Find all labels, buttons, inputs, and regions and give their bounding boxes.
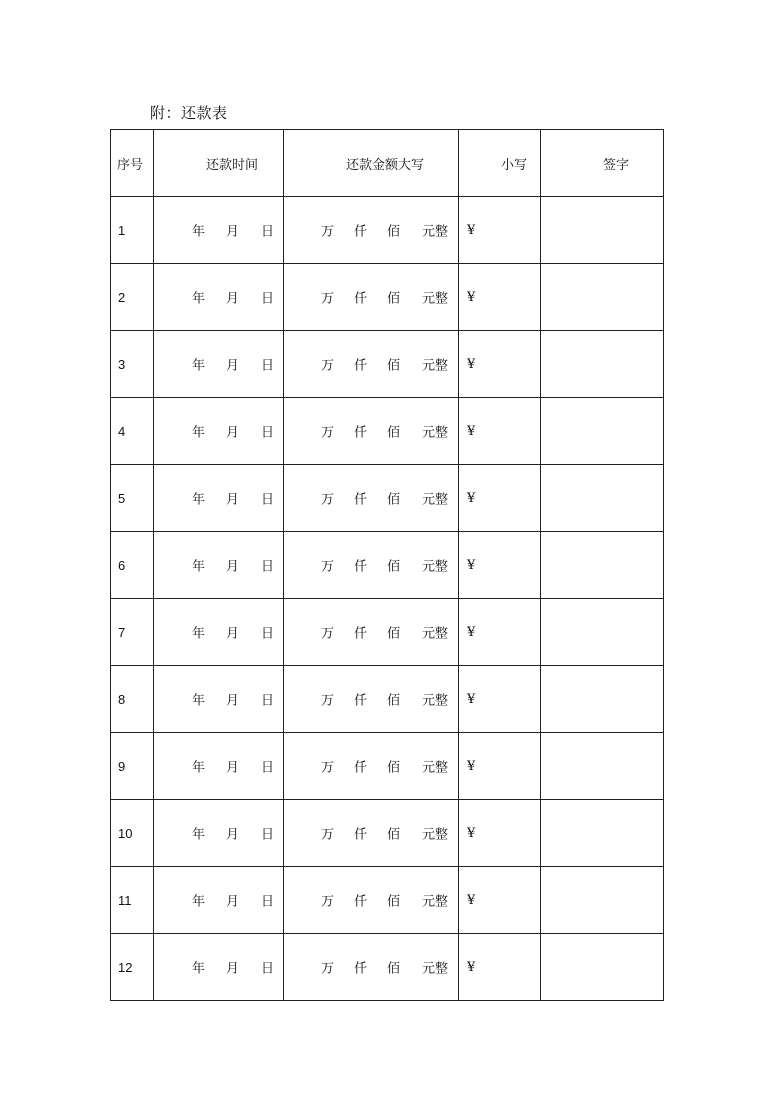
amount-upper-field[interactable] bbox=[284, 532, 459, 599]
amount-upper-field[interactable] bbox=[284, 197, 459, 264]
table-row bbox=[111, 331, 664, 398]
repay-date-field[interactable] bbox=[154, 867, 284, 934]
day-label: 日 bbox=[261, 224, 275, 240]
year-label: 年 bbox=[192, 827, 206, 843]
signature-field[interactable] bbox=[541, 532, 664, 599]
signature-field[interactable] bbox=[541, 331, 664, 398]
year-label: 年 bbox=[192, 894, 206, 910]
wan-label: 万 bbox=[321, 827, 335, 843]
year-label: 年 bbox=[192, 224, 206, 240]
year-label: 年 bbox=[192, 291, 206, 307]
month-label: 月 bbox=[226, 760, 240, 776]
qian-label: 仟 bbox=[354, 358, 368, 374]
wan-label: 万 bbox=[321, 358, 335, 374]
month-label: 月 bbox=[226, 559, 240, 575]
row-number: 2 bbox=[111, 264, 154, 331]
currency-symbol: ¥ bbox=[467, 691, 476, 707]
header-amount-upper: 还款金额大写 bbox=[284, 130, 459, 197]
day-label: 日 bbox=[261, 492, 275, 508]
amount-upper-field[interactable] bbox=[284, 867, 459, 934]
year-label: 年 bbox=[192, 559, 206, 575]
currency-symbol: ¥ bbox=[467, 892, 476, 908]
currency-symbol: ¥ bbox=[467, 222, 476, 238]
table-row bbox=[111, 532, 664, 599]
amount-small-field[interactable] bbox=[459, 197, 541, 264]
qian-label: 仟 bbox=[354, 961, 368, 977]
qian-label: 仟 bbox=[354, 760, 368, 776]
yuan-label: 元整 bbox=[422, 291, 449, 307]
amount-upper-field[interactable] bbox=[284, 398, 459, 465]
month-label: 月 bbox=[226, 827, 240, 843]
amount-small-field[interactable] bbox=[459, 331, 541, 398]
month-label: 月 bbox=[226, 693, 240, 709]
wan-label: 万 bbox=[321, 492, 335, 508]
month-label: 月 bbox=[226, 961, 240, 977]
amount-small-field[interactable] bbox=[459, 532, 541, 599]
amount-upper-field[interactable] bbox=[284, 264, 459, 331]
row-number: 11 bbox=[111, 867, 154, 934]
year-label: 年 bbox=[192, 358, 206, 374]
day-label: 日 bbox=[261, 626, 275, 642]
currency-symbol: ¥ bbox=[467, 289, 476, 305]
amount-upper-field[interactable] bbox=[284, 800, 459, 867]
wan-label: 万 bbox=[321, 425, 335, 441]
repayment-table bbox=[110, 129, 664, 1001]
amount-small-field[interactable] bbox=[459, 733, 541, 800]
repay-date-field[interactable] bbox=[154, 800, 284, 867]
currency-symbol: ¥ bbox=[467, 959, 476, 975]
row-number: 8 bbox=[111, 666, 154, 733]
year-label: 年 bbox=[192, 425, 206, 441]
month-label: 月 bbox=[226, 894, 240, 910]
row-number: 7 bbox=[111, 599, 154, 666]
qian-label: 仟 bbox=[354, 425, 368, 441]
row-number: 9 bbox=[111, 733, 154, 800]
signature-field[interactable] bbox=[541, 398, 664, 465]
bai-label: 佰 bbox=[387, 894, 401, 910]
amount-small-field[interactable] bbox=[459, 666, 541, 733]
year-label: 年 bbox=[192, 626, 206, 642]
signature-field[interactable] bbox=[541, 733, 664, 800]
wan-label: 万 bbox=[321, 693, 335, 709]
bai-label: 佰 bbox=[387, 693, 401, 709]
bai-label: 佰 bbox=[387, 425, 401, 441]
repay-date-field[interactable] bbox=[154, 733, 284, 800]
repay-date-field[interactable] bbox=[154, 331, 284, 398]
amount-upper-field[interactable] bbox=[284, 465, 459, 532]
yuan-label: 元整 bbox=[422, 425, 449, 441]
table-row bbox=[111, 934, 664, 1001]
table-row bbox=[111, 264, 664, 331]
currency-symbol: ¥ bbox=[467, 758, 476, 774]
month-label: 月 bbox=[226, 291, 240, 307]
month-label: 月 bbox=[226, 492, 240, 508]
repay-date-field[interactable] bbox=[154, 934, 284, 1001]
bai-label: 佰 bbox=[387, 760, 401, 776]
day-label: 日 bbox=[261, 291, 275, 307]
bai-label: 佰 bbox=[387, 961, 401, 977]
yuan-label: 元整 bbox=[422, 961, 449, 977]
qian-label: 仟 bbox=[354, 894, 368, 910]
yuan-label: 元整 bbox=[422, 492, 449, 508]
amount-upper-field[interactable] bbox=[284, 331, 459, 398]
repay-date-field[interactable] bbox=[154, 465, 284, 532]
currency-symbol: ¥ bbox=[467, 825, 476, 841]
header-signature: 签字 bbox=[541, 130, 664, 197]
qian-label: 仟 bbox=[354, 626, 368, 642]
day-label: 日 bbox=[261, 760, 275, 776]
bai-label: 佰 bbox=[387, 224, 401, 240]
header-date: 还款时间 bbox=[154, 130, 284, 197]
bai-label: 佰 bbox=[387, 559, 401, 575]
amount-upper-field[interactable] bbox=[284, 666, 459, 733]
wan-label: 万 bbox=[321, 559, 335, 575]
signature-field[interactable] bbox=[541, 264, 664, 331]
signature-field[interactable] bbox=[541, 666, 664, 733]
year-label: 年 bbox=[192, 760, 206, 776]
amount-small-field[interactable] bbox=[459, 398, 541, 465]
qian-label: 仟 bbox=[354, 291, 368, 307]
yuan-label: 元整 bbox=[422, 760, 449, 776]
day-label: 日 bbox=[261, 961, 275, 977]
row-number: 4 bbox=[111, 398, 154, 465]
year-label: 年 bbox=[192, 961, 206, 977]
signature-field[interactable] bbox=[541, 934, 664, 1001]
currency-symbol: ¥ bbox=[467, 557, 476, 573]
table-row bbox=[111, 666, 664, 733]
month-label: 月 bbox=[226, 224, 240, 240]
day-label: 日 bbox=[261, 693, 275, 709]
yuan-label: 元整 bbox=[422, 626, 449, 642]
yuan-label: 元整 bbox=[422, 559, 449, 575]
wan-label: 万 bbox=[321, 894, 335, 910]
row-number: 3 bbox=[111, 331, 154, 398]
amount-upper-field[interactable] bbox=[284, 733, 459, 800]
repay-date-field[interactable] bbox=[154, 666, 284, 733]
wan-label: 万 bbox=[321, 224, 335, 240]
qian-label: 仟 bbox=[354, 492, 368, 508]
bai-label: 佰 bbox=[387, 626, 401, 642]
table-row bbox=[111, 800, 664, 867]
currency-symbol: ¥ bbox=[467, 356, 476, 372]
table-row bbox=[111, 599, 664, 666]
signature-field[interactable] bbox=[541, 800, 664, 867]
amount-small-field[interactable] bbox=[459, 800, 541, 867]
amount-small-field[interactable] bbox=[459, 934, 541, 1001]
signature-field[interactable] bbox=[541, 197, 664, 264]
yuan-label: 元整 bbox=[422, 224, 449, 240]
currency-symbol: ¥ bbox=[467, 490, 476, 506]
signature-field[interactable] bbox=[541, 465, 664, 532]
table-row bbox=[111, 733, 664, 800]
repay-date-field[interactable] bbox=[154, 599, 284, 666]
amount-upper-field[interactable] bbox=[284, 934, 459, 1001]
header-no: 序号 bbox=[111, 130, 154, 197]
year-label: 年 bbox=[192, 693, 206, 709]
currency-symbol: ¥ bbox=[467, 423, 476, 439]
yuan-label: 元整 bbox=[422, 693, 449, 709]
repay-date-field[interactable] bbox=[154, 264, 284, 331]
yuan-label: 元整 bbox=[422, 894, 449, 910]
row-number: 12 bbox=[111, 934, 154, 1001]
month-label: 月 bbox=[226, 425, 240, 441]
wan-label: 万 bbox=[321, 961, 335, 977]
qian-label: 仟 bbox=[354, 559, 368, 575]
table-row bbox=[111, 867, 664, 934]
year-label: 年 bbox=[192, 492, 206, 508]
table-row bbox=[111, 398, 664, 465]
day-label: 日 bbox=[261, 358, 275, 374]
amount-small-field[interactable] bbox=[459, 867, 541, 934]
day-label: 日 bbox=[261, 894, 275, 910]
wan-label: 万 bbox=[321, 626, 335, 642]
wan-label: 万 bbox=[321, 760, 335, 776]
page-title: 附：还款表 bbox=[150, 104, 228, 122]
table-row bbox=[111, 465, 664, 532]
qian-label: 仟 bbox=[354, 693, 368, 709]
row-number: 6 bbox=[111, 532, 154, 599]
currency-symbol: ¥ bbox=[467, 624, 476, 640]
bai-label: 佰 bbox=[387, 358, 401, 374]
amount-upper-field[interactable] bbox=[284, 599, 459, 666]
day-label: 日 bbox=[261, 425, 275, 441]
amount-small-field[interactable] bbox=[459, 599, 541, 666]
bai-label: 佰 bbox=[387, 291, 401, 307]
row-number: 1 bbox=[111, 197, 154, 264]
repay-date-field[interactable] bbox=[154, 532, 284, 599]
qian-label: 仟 bbox=[354, 827, 368, 843]
yuan-label: 元整 bbox=[422, 827, 449, 843]
repay-date-field[interactable] bbox=[154, 398, 284, 465]
qian-label: 仟 bbox=[354, 224, 368, 240]
signature-field[interactable] bbox=[541, 599, 664, 666]
yuan-label: 元整 bbox=[422, 358, 449, 374]
repay-date-field[interactable] bbox=[154, 197, 284, 264]
table-row bbox=[111, 197, 664, 264]
day-label: 日 bbox=[261, 827, 275, 843]
signature-field[interactable] bbox=[541, 867, 664, 934]
table-header-row bbox=[111, 130, 664, 197]
month-label: 月 bbox=[226, 358, 240, 374]
amount-small-field[interactable] bbox=[459, 465, 541, 532]
bai-label: 佰 bbox=[387, 827, 401, 843]
day-label: 日 bbox=[261, 559, 275, 575]
bai-label: 佰 bbox=[387, 492, 401, 508]
month-label: 月 bbox=[226, 626, 240, 642]
row-number: 5 bbox=[111, 465, 154, 532]
header-amount-small: 小写 bbox=[459, 130, 541, 197]
row-number: 10 bbox=[111, 800, 154, 867]
wan-label: 万 bbox=[321, 291, 335, 307]
amount-small-field[interactable] bbox=[459, 264, 541, 331]
